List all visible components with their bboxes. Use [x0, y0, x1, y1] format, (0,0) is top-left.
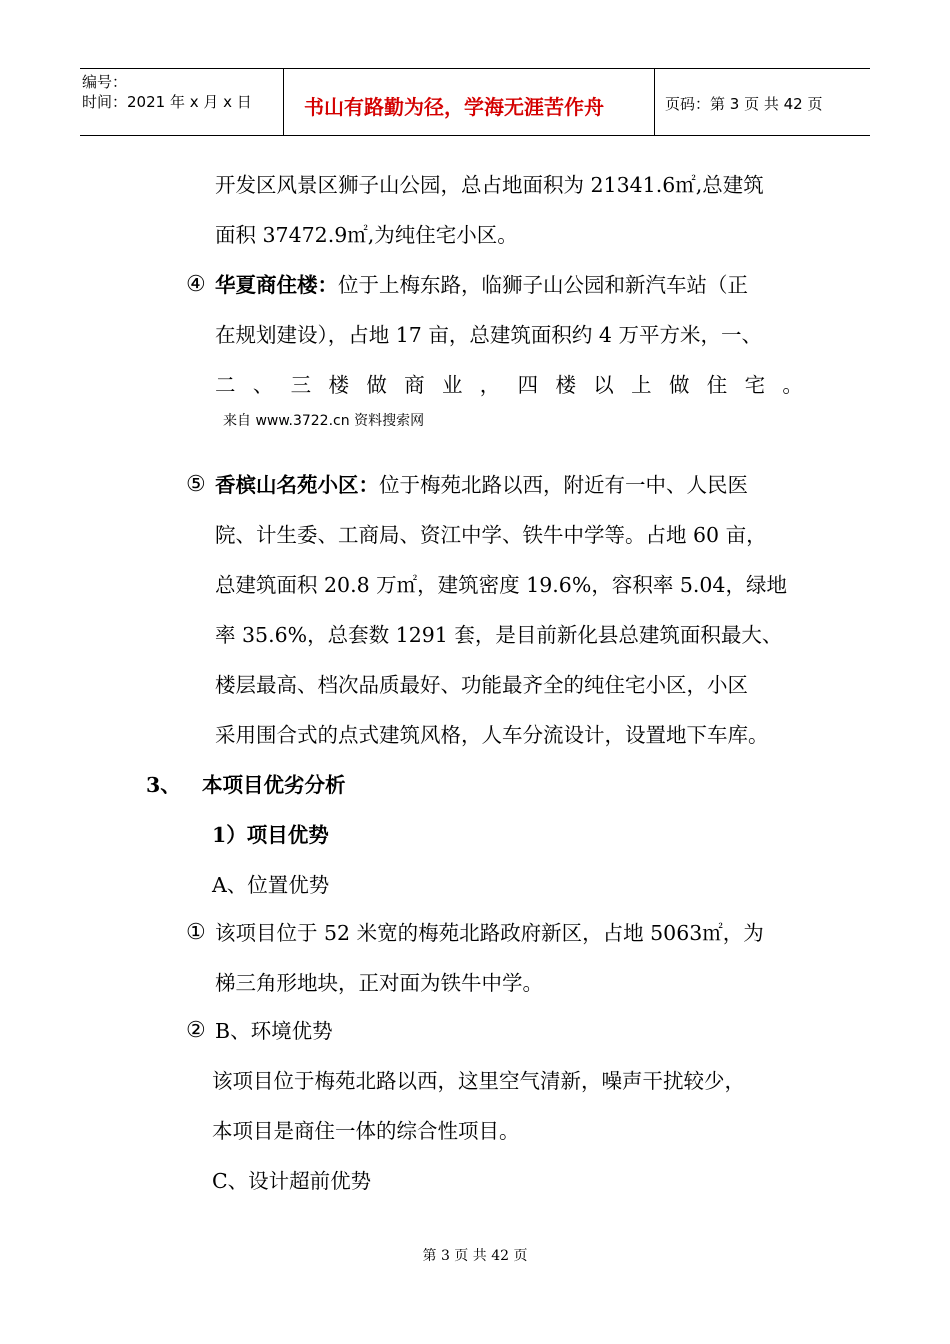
item-5-line-4: 率 35.6%，总套数 1291 套，是目前新化县总建筑面积最大、 — [215, 623, 783, 647]
header-motto-cell — [284, 69, 655, 135]
char: 做 — [366, 373, 387, 397]
char: 宅 — [744, 373, 766, 397]
page-header — [80, 68, 870, 136]
point-1-line-1: 该项目位于 52 米宽的梅苑北路政府新区，占地 5063㎡，为 — [215, 921, 764, 945]
char: 业 — [441, 373, 463, 397]
char: 楼 — [328, 373, 349, 397]
point-1-line-2: 梯三角形地块，正对面为铁牛中学。 — [215, 971, 543, 995]
paragraph-line: 面积 37472.9㎡,为纯住宅小区。 — [215, 223, 518, 247]
point-1-marker: ① — [186, 920, 206, 945]
char: 做 — [668, 373, 690, 397]
subsection-b-title: B、环境优势 — [215, 1019, 333, 1043]
environment-line-1: 该项目位于梅苑北路以西，这里空气清新，噪声干扰较少， — [212, 1069, 745, 1093]
char: 住 — [706, 373, 728, 397]
item-5-line-2: 院、计生委、工商局、资江中学、铁牛中学等。占地 60 亩， — [215, 523, 767, 547]
item-5-line-5: 楼层最高、档次品质最好、功能最齐全的纯住宅小区，小区 — [215, 673, 748, 697]
section-3-title: 本项目优劣分析 — [202, 773, 346, 797]
item-5-title: 香槟山名苑小区： — [215, 473, 379, 497]
environment-line-2: 本项目是商住一体的综合性项目。 — [212, 1119, 520, 1143]
header-page-label: 页码：第 3 页 共 42 页 — [665, 95, 823, 113]
point-2-marker: ② — [186, 1018, 206, 1043]
header-motto: 书山有路勤为径，学海无涯苦作舟 — [304, 95, 604, 119]
subsection-c-title: C、设计超前优势 — [212, 1169, 372, 1193]
document-number-label: 编号： — [82, 73, 128, 91]
document-date-label: 时间：2021 年 x 月 x 日 — [82, 93, 252, 111]
char: 三 — [290, 373, 312, 397]
item-4-line-2: 在规划建设），占地 17 亩，总建筑面积约 4 万平方米，一、 — [215, 323, 762, 347]
char: ， — [479, 373, 501, 397]
item-4-line-3 — [215, 372, 803, 398]
item-5-line-3: 总建筑面积 20.8 万㎡，建筑密度 19.6%，容积率 5.04，绿地 — [215, 573, 787, 597]
header-page-cell — [655, 69, 870, 135]
char: 四 — [517, 373, 539, 397]
char: 。 — [782, 373, 803, 397]
char: 、 — [252, 373, 274, 397]
section-3-number: 3、 — [146, 773, 181, 797]
char: 上 — [631, 373, 652, 397]
subsection-1-title: 1）项目优势 — [212, 823, 329, 847]
item-4-title: 华夏商住楼： — [215, 273, 338, 297]
item-5-text: 位于梅苑北路以西，附近有一中、人民医 — [379, 473, 748, 497]
item-4-line-1 — [215, 272, 748, 298]
char: 二 — [215, 373, 236, 397]
char: 以 — [593, 373, 614, 397]
subsection-a-title: A、位置优势 — [212, 873, 330, 897]
page-footer: 第 3 页 共 42 页 — [422, 1248, 528, 1264]
item-4-marker: ④ — [186, 272, 206, 297]
source-note: 来自 www.3722.cn 资料搜索网 — [223, 413, 425, 429]
item-5-line-1 — [215, 472, 748, 498]
header-meta-cell — [80, 69, 284, 135]
char: 楼 — [555, 373, 576, 397]
item-5-marker: ⑤ — [186, 472, 206, 497]
char: 商 — [404, 373, 425, 397]
paragraph-line: 开发区风景区狮子山公园，总占地面积为 21341.6㎡,总建筑 — [215, 173, 764, 197]
item-5-line-6: 采用围合式的点式建筑风格，人车分流设计，设置地下车库。 — [215, 723, 769, 747]
item-4-text: 位于上梅东路，临狮子山公园和新汽车站（正 — [338, 273, 748, 297]
